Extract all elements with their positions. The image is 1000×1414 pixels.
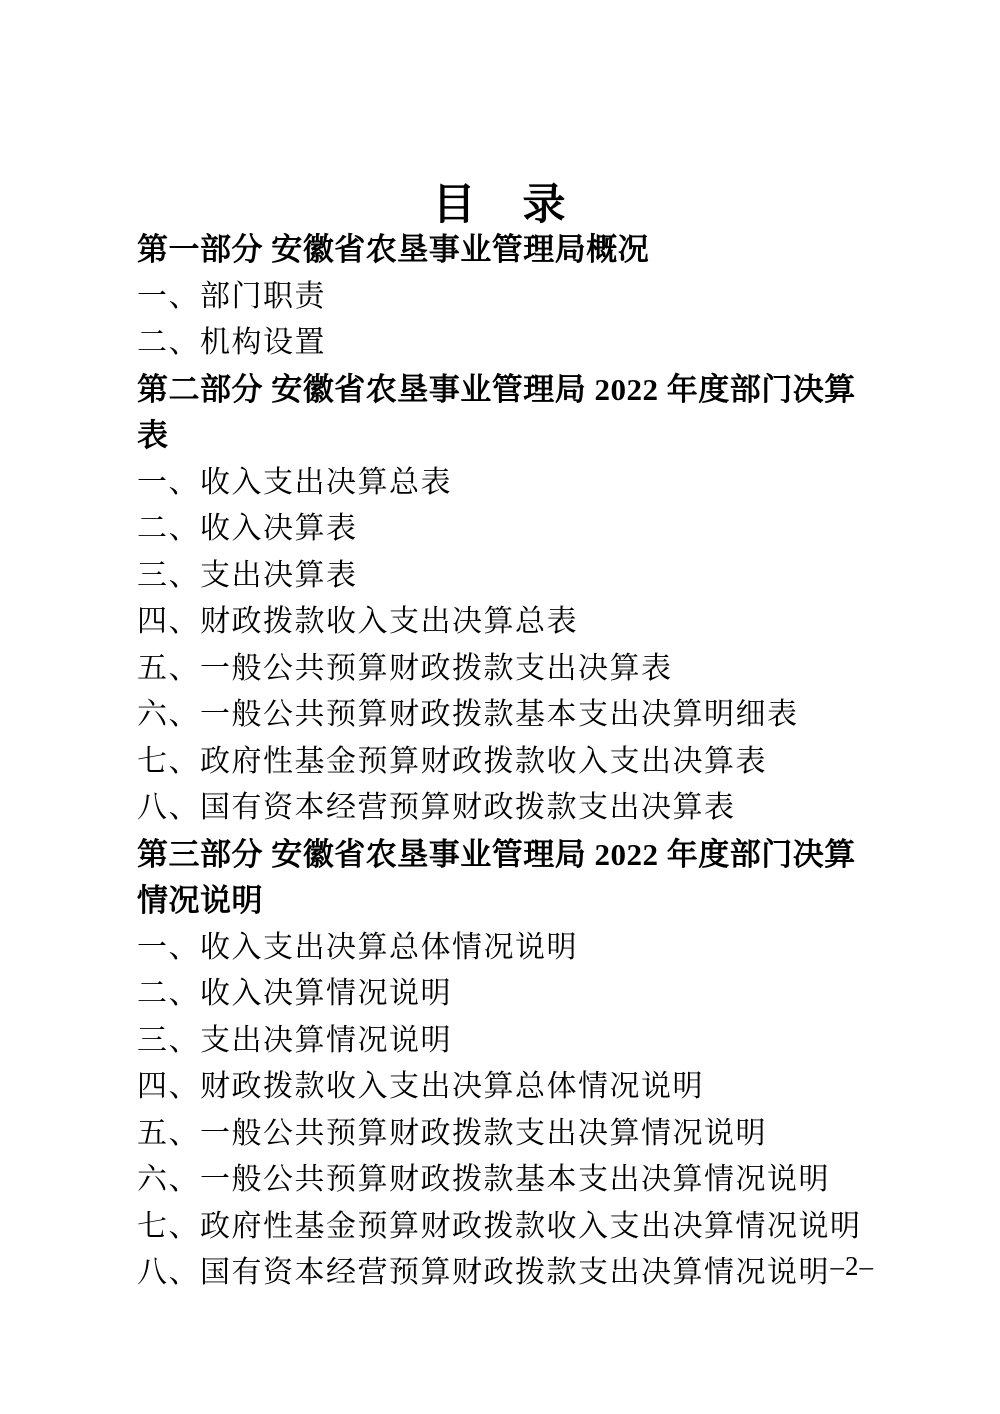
toc-item-3-7: 七、政府性基金预算财政拨款收入支出决算情况说明	[137, 1209, 862, 1243]
toc-item-2-8: 八、国有资本经营预算财政拨款支出决算表	[137, 791, 736, 824]
toc-item-2-2: 二、收入决算表	[137, 512, 358, 545]
toc-item-1-2: 二、机构设置	[137, 326, 326, 359]
toc-item-3-4: 四、财政拨款收入支出决算总体情况说明	[137, 1070, 704, 1103]
toc-item-3-6: 六、一般公共预算财政拨款基本支出决算情况说明	[137, 1163, 830, 1196]
toc-item-2-3: 三、支出决算表	[137, 558, 358, 592]
toc-item-2-1: 一、收入支出决算总表	[137, 465, 452, 499]
toc-item-2-6: 六、一般公共预算财政拨款基本支出决算明细表	[137, 698, 799, 731]
toc-item-3-8: 八、国有资本经营预算财政拨款支出决算情况说明	[137, 1256, 830, 1289]
toc-item-2-4: 四、财政拨款收入支出决算总表	[137, 605, 578, 638]
section-2-heading: 第二部分 安徽省农垦事业管理局 2022 年度部门决算表	[137, 371, 856, 453]
page-number: –2–	[830, 1251, 874, 1281]
page-title: 目 录	[432, 182, 568, 229]
toc-item-2-7: 七、政府性基金预算财政拨款收入支出决算表	[137, 744, 767, 778]
section-3-heading: 第三部分 安徽省农垦事业管理局 2022 年度部门决算情况说明	[137, 836, 856, 918]
toc-item-3-5: 五、一般公共预算财政拨款支出决算情况说明	[137, 1116, 767, 1150]
toc-content	[137, 227, 879, 1297]
toc-item-3-2: 二、收入决算情况说明	[137, 977, 452, 1010]
toc-item-3-3: 三、支出决算情况说明	[137, 1023, 452, 1057]
toc-item-2-5: 五、一般公共预算财政拨款支出决算表	[137, 651, 673, 685]
toc-item-1-1: 一、部门职责	[137, 279, 326, 313]
toc-item-3-1: 一、收入支出决算总体情况说明	[137, 930, 578, 964]
section-1-heading: 第一部分 安徽省农垦事业管理局概况	[137, 232, 650, 267]
